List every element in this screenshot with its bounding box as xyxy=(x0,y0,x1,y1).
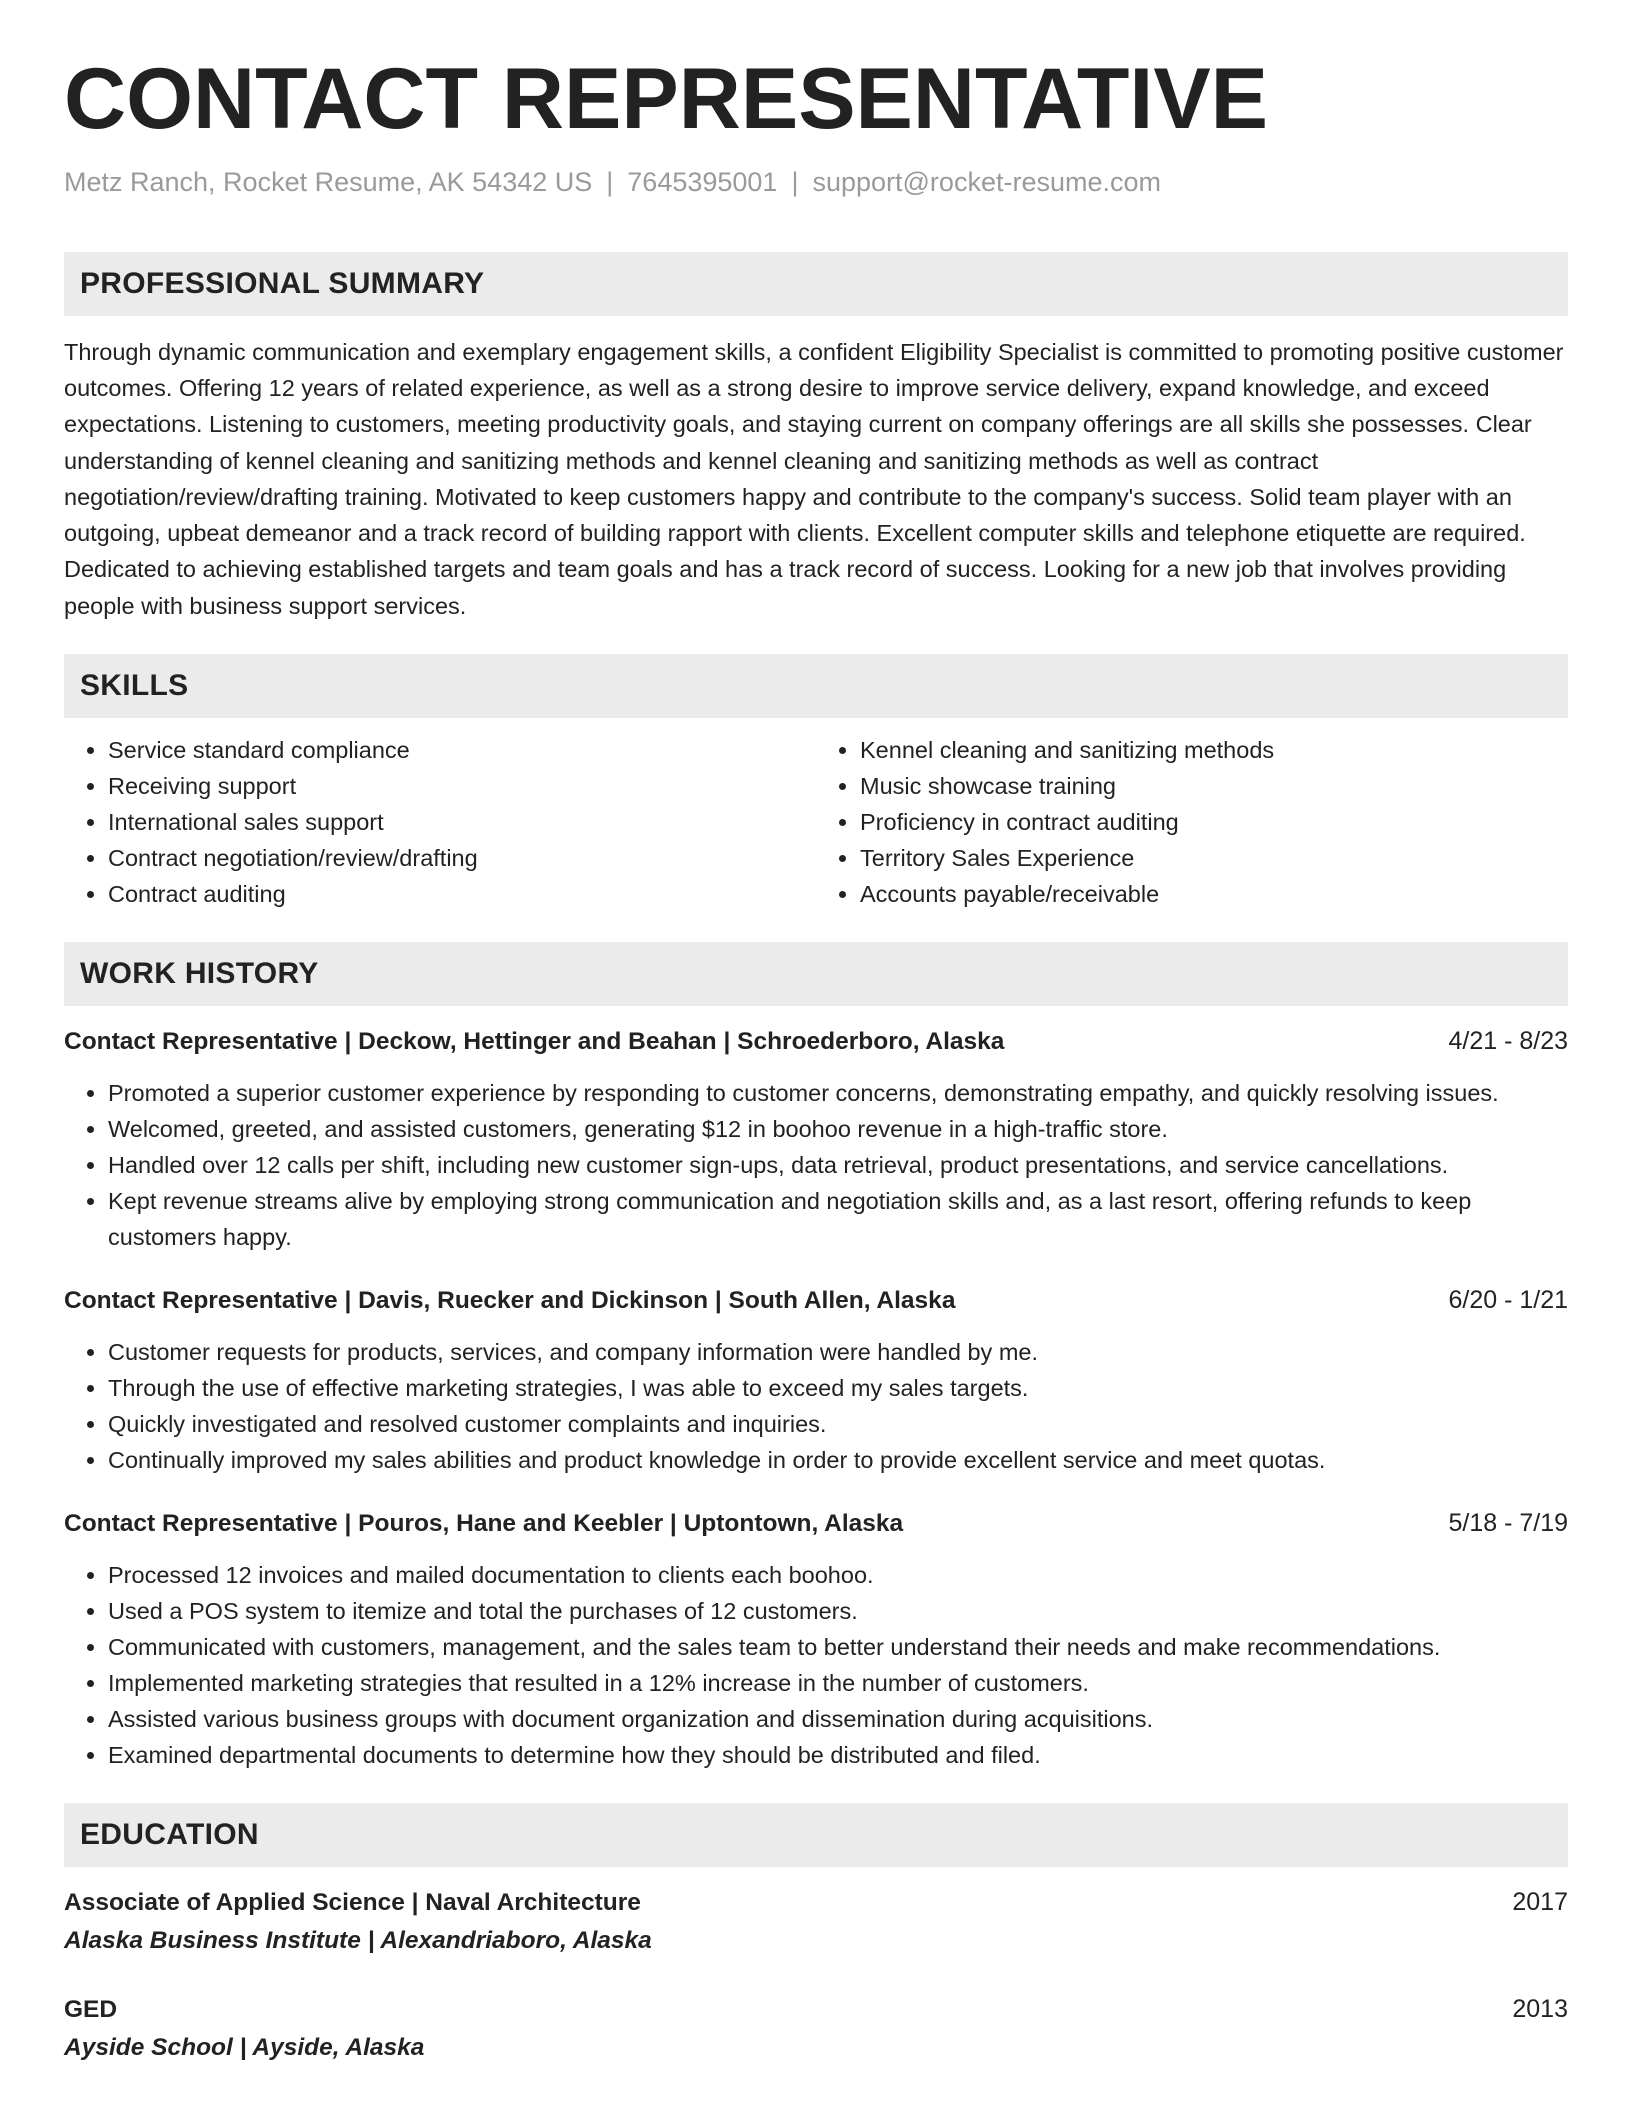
skill-item: • International sales support xyxy=(108,804,816,840)
skill-item: • Receiving support xyxy=(108,768,816,804)
separator: | xyxy=(606,166,614,197)
job-entry xyxy=(64,1506,1568,1773)
skills-grid xyxy=(64,732,1568,912)
skill-item: • Service standard compliance xyxy=(108,732,816,768)
graduation-year: 2013 xyxy=(1512,1995,1568,2024)
skill-item: • Music showcase training xyxy=(860,768,1568,804)
job-title-row xyxy=(64,1283,1568,1318)
skill-item: • Contract auditing xyxy=(108,876,816,912)
email: support@rocket-resume.com xyxy=(812,166,1161,197)
education-title-row xyxy=(64,1885,1568,1920)
job-bullet: • Handled over 12 calls per shift, including new customer sign-ups, data retrieval, product presentations, and service cancellations. xyxy=(108,1147,1568,1183)
job-title: Contact Representative | Davis, Ruecker and Dickinson | South Allen, Alaska xyxy=(64,1287,956,1315)
graduation-year: 2017 xyxy=(1512,1888,1568,1917)
job-bullet: • Examined departmental documents to determine how they should be distributed and filed. xyxy=(108,1737,1568,1773)
candidate-name: CONTACT REPRESENTATIVE xyxy=(64,51,1269,147)
job-title-row xyxy=(64,1024,1568,1059)
degree: Associate of Applied Science | Naval Architecture xyxy=(64,1889,641,1917)
section-header-summary: PROFESSIONAL SUMMARY xyxy=(64,252,1568,316)
education-entry xyxy=(64,1992,1568,2065)
job-dates: 6/20 - 1/21 xyxy=(1448,1286,1568,1315)
section-header-work-history: WORK HISTORY xyxy=(64,942,1568,1006)
job-bullets xyxy=(64,1075,1568,1255)
job-bullets xyxy=(64,1557,1568,1773)
job-bullet: • Through the use of effective marketing strategies, I was able to exceed my sales targets. xyxy=(108,1370,1568,1406)
skills-list-left xyxy=(64,732,816,912)
degree: GED xyxy=(64,1996,118,2024)
separator: | xyxy=(791,166,799,197)
job-bullets xyxy=(64,1334,1568,1478)
job-title: Contact Representative | Deckow, Hettinger and Beahan | Schroederboro, Alaska xyxy=(64,1028,1005,1056)
address: Metz Ranch, Rocket Resume, AK 54342 US xyxy=(64,166,593,197)
job-bullet: • Kept revenue streams alive by employing strong communication and negotiation skills and, as a last resort, offering refunds to keep customers happy. xyxy=(108,1183,1568,1255)
job-title-row xyxy=(64,1506,1568,1541)
skill-item: • Kennel cleaning and sanitizing methods xyxy=(860,732,1568,768)
skills-list-right xyxy=(816,732,1568,912)
skill-item: • Proficiency in contract auditing xyxy=(860,804,1568,840)
school: Ayside School | Ayside, Alaska xyxy=(64,2034,425,2062)
job-title: Contact Representative | Pouros, Hane and Keebler | Uptontown, Alaska xyxy=(64,1510,904,1538)
skill-item: • Contract negotiation/review/drafting xyxy=(108,840,816,876)
contact-line xyxy=(64,165,1568,200)
job-bullet: • Customer requests for products, services, and company information were handled by me. xyxy=(108,1334,1568,1370)
job-bullet: • Assisted various business groups with document organization and dissemination during acquisitions. xyxy=(108,1701,1568,1737)
job-bullet: • Used a POS system to itemize and total the purchases of 12 customers. xyxy=(108,1593,1568,1629)
phone: 7645395001 xyxy=(627,166,778,197)
education-entry xyxy=(64,1885,1568,1958)
job-entry xyxy=(64,1024,1568,1255)
summary-text: Through dynamic communication and exemplary engagement skills, a confident Eligibility Specialist is committed to promoting positive customer outcomes. Offering 12 years of related experience, as well as a strong desire to improve service delivery, expand knowledge, and exceed expectations. Listening to customers, meeting productivity goals, and staying current on company offerings are all skills she possesses. Clear understanding of kennel cleaning and sanitizing methods and kennel cleaning and sanitizing methods as well as contract negotiation/review/drafting training. Motivated to keep customers happy and contribute to the company's success. Solid team player with an outgoing, upbeat demeanor and a track record of building rapport with clients. Excellent computer skills and telephone etiquette are required. Dedicated to achieving established targets and team goals and has a track record of success. Looking for a new job that involves providing people with business support services. xyxy=(64,338,1564,619)
job-bullet: • Quickly investigated and resolved customer complaints and inquiries. xyxy=(108,1406,1568,1442)
section-header-skills: SKILLS xyxy=(64,654,1568,718)
job-bullet: • Welcomed, greeted, and assisted customers, generating $12 in boohoo revenue in a high-traffic store. xyxy=(108,1111,1568,1147)
job-dates: 5/18 - 7/19 xyxy=(1448,1509,1568,1538)
job-bullet: • Promoted a superior customer experience by responding to customer concerns, demonstrating empathy, and quickly resolving issues. xyxy=(108,1075,1568,1111)
job-dates: 4/21 - 8/23 xyxy=(1448,1027,1568,1056)
job-entry xyxy=(64,1283,1568,1478)
job-bullet: • Communicated with customers, management, and the sales team to better understand their needs and make recommendations. xyxy=(108,1629,1568,1665)
skill-item: • Accounts payable/receivable xyxy=(860,876,1568,912)
job-bullet: • Implemented marketing strategies that resulted in a 12% increase in the number of customers. xyxy=(108,1665,1568,1701)
education-title-row xyxy=(64,1992,1568,2027)
section-header-education: EDUCATION xyxy=(64,1803,1568,1867)
job-bullet: • Processed 12 invoices and mailed documentation to clients each boohoo. xyxy=(108,1557,1568,1593)
skill-item: • Territory Sales Experience xyxy=(860,840,1568,876)
school: Alaska Business Institute | Alexandriaboro, Alaska xyxy=(64,1927,652,1955)
job-bullet: • Continually improved my sales abilities and product knowledge in order to provide excellent service and meet quotas. xyxy=(108,1442,1568,1478)
